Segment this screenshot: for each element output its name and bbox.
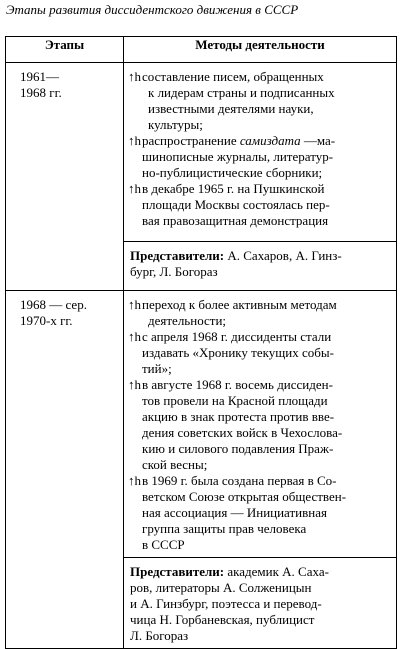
method-line: дения советских войск в Чехослова- <box>142 425 343 440</box>
representatives-line: академик А. Саха- <box>227 564 329 579</box>
method-line: акцию в знак протеста против вве- <box>142 409 335 424</box>
stage-1-period-line-1: 1961— <box>20 69 59 84</box>
method-line: переход к более активным методам <box>142 297 337 312</box>
representatives-line: ров, литераторы А. Солженицын <box>130 580 312 595</box>
bullet-mark: ↑h <box>128 181 141 196</box>
samizdat-term: самиздата <box>239 133 301 148</box>
method-line: в СССР <box>142 537 185 552</box>
stage-1-period-cell <box>6 63 124 291</box>
bullet-mark: ↑h <box>128 297 141 312</box>
list-item <box>128 181 396 229</box>
method-line: но-публицистические сборники; <box>142 165 323 180</box>
bullet-mark: ↑h <box>128 69 141 84</box>
method-line: группа защиты прав человека <box>142 521 307 536</box>
representatives-line: и А. Гинзбург, поэтесса и перевод- <box>130 596 322 611</box>
method-line: с апреля 1968 г. диссиденты стали <box>142 329 332 344</box>
stage-1-period-line-2: 1968 гг. <box>20 85 62 100</box>
representatives-line: А. Сахаров, А. Гинз- <box>227 248 342 263</box>
method-line: в декабре 1965 г. на Пушкинской <box>142 181 325 196</box>
method-line: кию и силового подавления Праж- <box>142 441 334 456</box>
method-line: шинописные журналы, литератур- <box>142 149 334 164</box>
stage-2-representatives-cell <box>124 558 397 649</box>
stage-1-methods-cell <box>124 63 397 242</box>
method-line: вая правозащитная демонстрация <box>142 213 329 228</box>
page-title: Этапы развития диссидентского движения в СССР <box>6 2 299 17</box>
representatives-line: чица Н. Горбаневская, публицист <box>130 612 315 627</box>
method-line: ской весны; <box>142 457 208 472</box>
bullet-mark: ↑h <box>128 473 141 488</box>
list-item <box>128 473 396 553</box>
list-item <box>128 69 396 133</box>
representatives-line: Л. Богораз <box>130 628 189 643</box>
list-item <box>128 297 396 329</box>
method-line: в 1969 г. была создана первая в Со- <box>142 473 337 488</box>
list-item <box>128 377 396 473</box>
method-line: культуры; <box>148 117 203 132</box>
list-item <box>128 133 396 181</box>
stage-2-period-cell <box>6 291 124 649</box>
list-item <box>128 329 396 377</box>
stage-1-representatives-cell <box>124 242 397 291</box>
table-row-stage-1 <box>6 63 397 242</box>
bullet-mark: ↑h <box>128 377 141 392</box>
stage-2-methods-cell <box>124 291 397 558</box>
representatives-line: бург, Л. Богораз <box>130 264 218 279</box>
method-line: составление писем, обращенных <box>142 69 324 84</box>
method-line: деятельности; <box>148 313 227 328</box>
method-line: к лидерам страны и подписанных <box>148 85 335 100</box>
stages-table <box>5 36 397 649</box>
method-line: в августе 1968 г. восемь диссиден- <box>142 377 333 392</box>
representatives-label: Представители: <box>130 248 225 263</box>
bullet-mark: ↑h <box>128 329 141 344</box>
method-line: тов провели на Красной площади <box>142 393 328 408</box>
table-row-stage-2 <box>6 291 397 558</box>
method-line: ветском Союзе открытая обществен- <box>142 489 347 504</box>
header-methods: Методы деятельности <box>124 37 397 63</box>
method-line: площади Москвы состоялась пер- <box>142 197 330 212</box>
header-stages: Этапы <box>6 37 124 63</box>
stage-2-period-line-2: 1970-х гг. <box>20 313 73 328</box>
method-line: ная ассоциация — Инициативная <box>142 505 327 520</box>
bullet-mark: ↑h <box>128 133 141 148</box>
table-header-row <box>6 37 397 63</box>
representatives-label: Представители: <box>130 564 225 579</box>
method-line: известными деятелями науки, <box>148 101 314 116</box>
method-line: распространение самиздата —ма- <box>142 133 336 148</box>
method-line: издавать «Хронику текущих собы- <box>142 345 334 360</box>
method-line: тий»; <box>142 361 172 376</box>
stage-2-period-line-1: 1968 — сер. <box>20 297 87 312</box>
